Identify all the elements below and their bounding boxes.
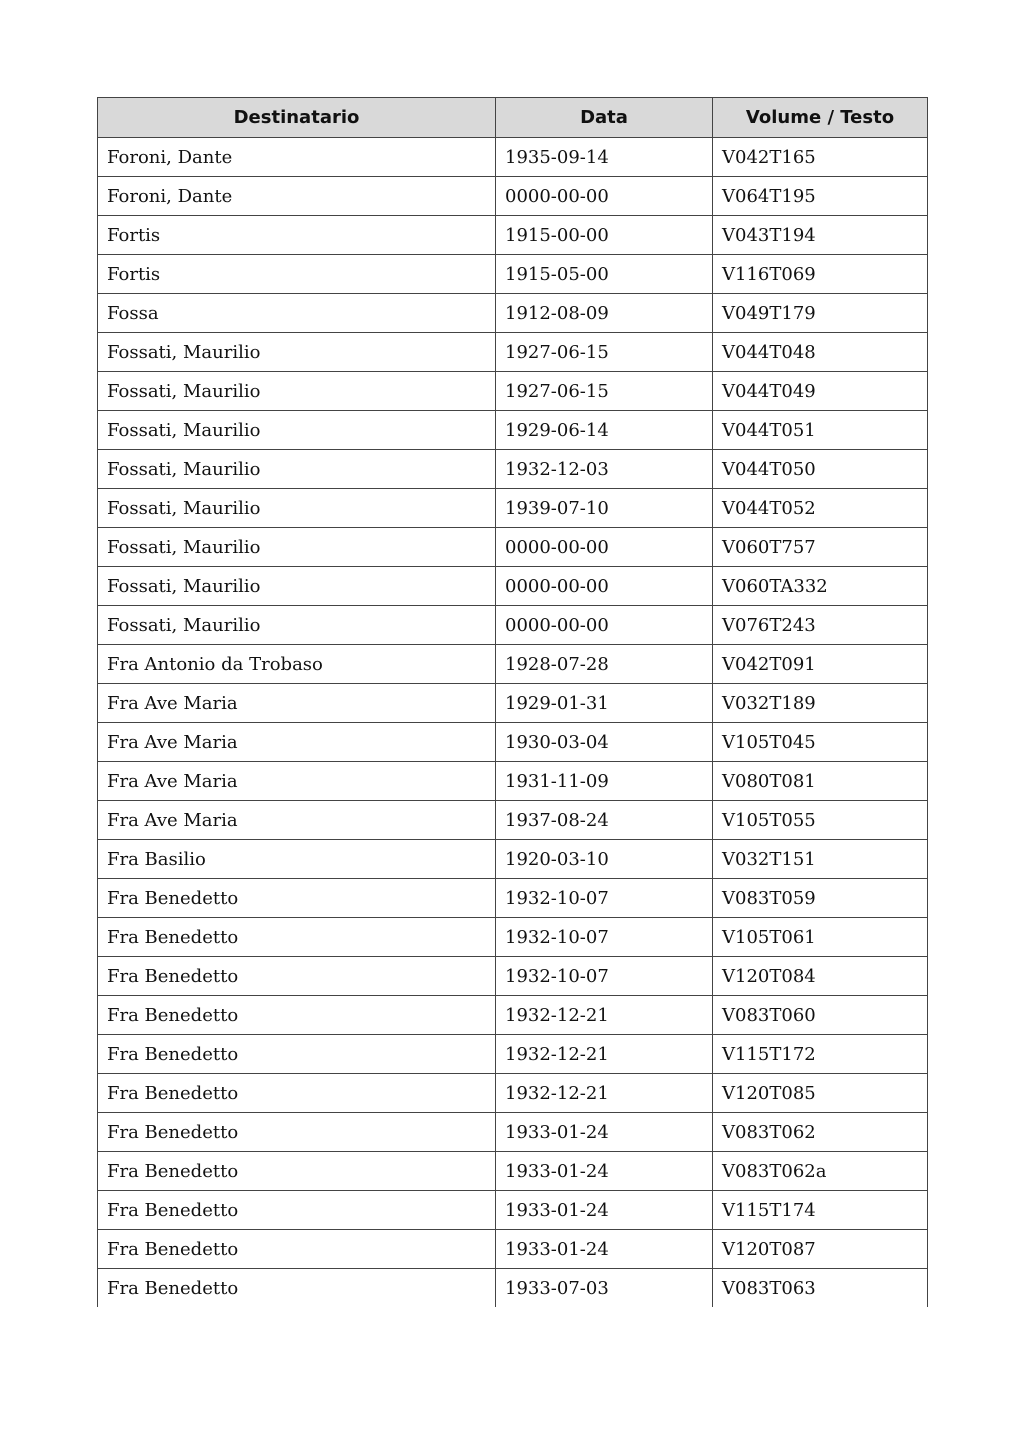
table-row	[98, 1035, 928, 1074]
table-row	[98, 957, 928, 996]
cell-data: 1927-06-15	[496, 372, 713, 411]
cell-destinatario: Fossati, Maurilio	[98, 411, 496, 450]
cell-destinatario: Fra Benedetto	[98, 1191, 496, 1230]
table-row	[98, 138, 928, 177]
cell-volume-testo: V043T194	[713, 216, 928, 255]
cell-destinatario: Fossati, Maurilio	[98, 333, 496, 372]
cell-data: 1932-10-07	[496, 918, 713, 957]
table-row	[98, 645, 928, 684]
table-row	[98, 1230, 928, 1269]
cell-volume-testo: V064T195	[713, 177, 928, 216]
cell-data: 1939-07-10	[496, 489, 713, 528]
cell-destinatario: Fra Benedetto	[98, 957, 496, 996]
cell-volume-testo: V083T060	[713, 996, 928, 1035]
table-header-row	[98, 98, 928, 138]
cell-destinatario: Foroni, Dante	[98, 177, 496, 216]
cell-data: 1935-09-14	[496, 138, 713, 177]
cell-data: 1932-12-21	[496, 996, 713, 1035]
letters-index-table	[97, 97, 928, 1307]
cell-volume-testo: V080T081	[713, 762, 928, 801]
cell-destinatario: Fra Benedetto	[98, 1035, 496, 1074]
cell-data: 1932-12-21	[496, 1035, 713, 1074]
cell-destinatario: Fossati, Maurilio	[98, 528, 496, 567]
cell-data: 0000-00-00	[496, 606, 713, 645]
cell-volume-testo: V044T049	[713, 372, 928, 411]
table-row	[98, 996, 928, 1035]
cell-data: 1915-05-00	[496, 255, 713, 294]
cell-destinatario: Fra Benedetto	[98, 1152, 496, 1191]
cell-data: 1933-01-24	[496, 1152, 713, 1191]
table-row	[98, 333, 928, 372]
table-row	[98, 177, 928, 216]
cell-volume-testo: V032T189	[713, 684, 928, 723]
cell-data: 1915-00-00	[496, 216, 713, 255]
cell-volume-testo: V115T172	[713, 1035, 928, 1074]
table-row	[98, 372, 928, 411]
table-row	[98, 606, 928, 645]
cell-data: 1933-01-24	[496, 1230, 713, 1269]
table-row	[98, 801, 928, 840]
cell-volume-testo: V076T243	[713, 606, 928, 645]
cell-volume-testo: V032T151	[713, 840, 928, 879]
cell-volume-testo: V120T084	[713, 957, 928, 996]
cell-destinatario: Fra Basilio	[98, 840, 496, 879]
table-row	[98, 684, 928, 723]
table-row	[98, 762, 928, 801]
cell-destinatario: Fra Benedetto	[98, 918, 496, 957]
cell-volume-testo: V049T179	[713, 294, 928, 333]
cell-volume-testo: V042T091	[713, 645, 928, 684]
cell-volume-testo: V083T062a	[713, 1152, 928, 1191]
table-row	[98, 255, 928, 294]
cell-volume-testo: V105T055	[713, 801, 928, 840]
cell-data: 1929-01-31	[496, 684, 713, 723]
cell-destinatario: Fra Benedetto	[98, 1074, 496, 1113]
cell-data: 1932-10-07	[496, 879, 713, 918]
table-row	[98, 1074, 928, 1113]
cell-destinatario: Fortis	[98, 255, 496, 294]
cell-volume-testo: V083T063	[713, 1269, 928, 1308]
table-row	[98, 723, 928, 762]
cell-data: 1912-08-09	[496, 294, 713, 333]
cell-volume-testo: V116T069	[713, 255, 928, 294]
cell-destinatario: Fra Benedetto	[98, 996, 496, 1035]
cell-volume-testo: V120T085	[713, 1074, 928, 1113]
cell-data: 1937-08-24	[496, 801, 713, 840]
cell-volume-testo: V044T048	[713, 333, 928, 372]
cell-destinatario: Fossati, Maurilio	[98, 489, 496, 528]
cell-destinatario: Fra Benedetto	[98, 1230, 496, 1269]
header-destinatario: Destinatario	[98, 98, 496, 138]
header-data: Data	[496, 98, 713, 138]
cell-volume-testo: V060T757	[713, 528, 928, 567]
cell-volume-testo: V042T165	[713, 138, 928, 177]
cell-data: 1933-01-24	[496, 1113, 713, 1152]
cell-volume-testo: V105T045	[713, 723, 928, 762]
table-row	[98, 918, 928, 957]
table-row	[98, 1191, 928, 1230]
cell-destinatario: Fossati, Maurilio	[98, 606, 496, 645]
cell-volume-testo: V044T051	[713, 411, 928, 450]
cell-data: 0000-00-00	[496, 177, 713, 216]
cell-destinatario: Fossati, Maurilio	[98, 372, 496, 411]
header-volume-testo: Volume / Testo	[713, 98, 928, 138]
cell-destinatario: Fra Benedetto	[98, 1269, 496, 1308]
table-row	[98, 528, 928, 567]
table-row	[98, 567, 928, 606]
table-row	[98, 411, 928, 450]
cell-data: 0000-00-00	[496, 567, 713, 606]
cell-data: 1930-03-04	[496, 723, 713, 762]
table-body	[98, 138, 928, 1308]
cell-data: 1932-10-07	[496, 957, 713, 996]
cell-destinatario: Fra Benedetto	[98, 1113, 496, 1152]
cell-volume-testo: V115T174	[713, 1191, 928, 1230]
table-row	[98, 1113, 928, 1152]
cell-volume-testo: V044T050	[713, 450, 928, 489]
cell-data: 1927-06-15	[496, 333, 713, 372]
cell-destinatario: Fra Ave Maria	[98, 723, 496, 762]
table-row	[98, 1152, 928, 1191]
cell-data: 1932-12-03	[496, 450, 713, 489]
cell-data: 1920-03-10	[496, 840, 713, 879]
cell-data: 1933-01-24	[496, 1191, 713, 1230]
cell-volume-testo: V105T061	[713, 918, 928, 957]
cell-volume-testo: V060TA332	[713, 567, 928, 606]
cell-data: 1928-07-28	[496, 645, 713, 684]
cell-destinatario: Fra Antonio da Trobaso	[98, 645, 496, 684]
cell-data: 1931-11-09	[496, 762, 713, 801]
table-row	[98, 216, 928, 255]
table-row	[98, 294, 928, 333]
cell-volume-testo: V083T059	[713, 879, 928, 918]
cell-volume-testo: V120T087	[713, 1230, 928, 1269]
cell-data: 1933-07-03	[496, 1269, 713, 1308]
cell-data: 1932-12-21	[496, 1074, 713, 1113]
cell-data: 0000-00-00	[496, 528, 713, 567]
cell-data: 1929-06-14	[496, 411, 713, 450]
table-row	[98, 1269, 928, 1308]
cell-destinatario: Fra Ave Maria	[98, 762, 496, 801]
cell-destinatario: Foroni, Dante	[98, 138, 496, 177]
cell-destinatario: Fra Benedetto	[98, 879, 496, 918]
cell-destinatario: Fortis	[98, 216, 496, 255]
table-row	[98, 450, 928, 489]
cell-destinatario: Fossa	[98, 294, 496, 333]
cell-destinatario: Fossati, Maurilio	[98, 567, 496, 606]
table-row	[98, 840, 928, 879]
cell-destinatario: Fra Ave Maria	[98, 684, 496, 723]
cell-volume-testo: V083T062	[713, 1113, 928, 1152]
cell-volume-testo: V044T052	[713, 489, 928, 528]
table-row	[98, 879, 928, 918]
cell-destinatario: Fra Ave Maria	[98, 801, 496, 840]
table-row	[98, 489, 928, 528]
cell-destinatario: Fossati, Maurilio	[98, 450, 496, 489]
